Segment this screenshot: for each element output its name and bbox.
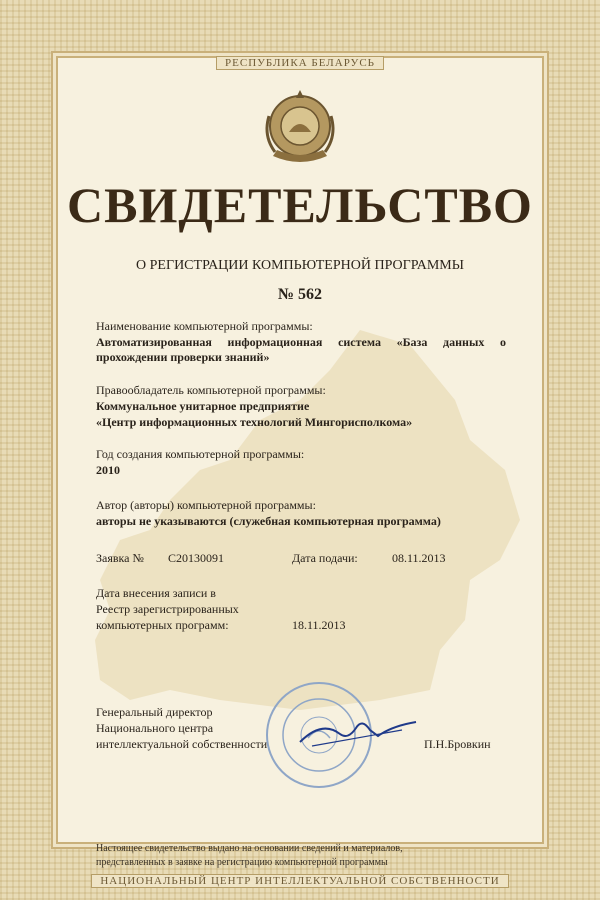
certificate-title: СВИДЕТЕЛЬСТВО: [67, 177, 533, 233]
certificate-number: № 562: [277, 286, 323, 303]
signatory-line3: интеллектуальной собственности: [96, 737, 268, 751]
coat-of-arms-icon: [259, 86, 341, 170]
application-value: C20130091: [168, 551, 225, 565]
issuer-band-text: НАЦИОНАЛЬНЫЙ ЦЕНТР ИНТЕЛЛЕКТУАЛЬНОЙ СОБСТВЕННОСТИ: [91, 874, 508, 888]
registry-line2: Реестр зарегистрированных: [96, 602, 239, 616]
application-date-value: 08.11.2013: [392, 551, 446, 565]
rightholder-label: Правообладатель компьютерной программы:: [96, 383, 326, 397]
signature-icon: [292, 700, 422, 760]
registry-line3: компьютерных программ:: [96, 618, 229, 632]
footer-line2: представленных в заявке на регистрацию компьютерной программы: [96, 857, 388, 868]
authors-value: авторы не указываются (служебная компьютерная программа): [96, 514, 441, 528]
registry-line1: Дата внесения записи в: [96, 586, 216, 600]
country-band-text: РЕСПУБЛИКА БЕЛАРУСЬ: [216, 56, 384, 70]
issuer-band: [0, 874, 600, 888]
rightholder-line1: Коммунальное унитарное предприятие: [96, 399, 310, 413]
footer-line1: Настоящее свидетельство выдано на основании сведений и материалов,: [96, 843, 403, 854]
registry-value: 18.11.2013: [292, 618, 346, 632]
application-date-label: Дата подачи:: [292, 551, 358, 565]
year-label: Год создания компьютерной программы:: [96, 447, 305, 461]
certificate-subtitle: О РЕГИСТРАЦИИ КОМПЬЮТЕРНОЙ ПРОГРАММЫ: [136, 258, 464, 273]
rightholder-line2: «Центр информационных технологий Мингорисполкома»: [96, 415, 413, 429]
authors-label: Автор (авторы) компьютерной программы:: [96, 498, 316, 512]
footer-note: [96, 842, 516, 870]
program-name-value: Автоматизированная информационная система «База данных о прохождении проверки знаний»: [96, 335, 506, 364]
program-name-label: Наименование компьютерной программы:: [96, 319, 313, 333]
signatory-name: П.Н.Бровкин: [424, 737, 491, 751]
year-value: 2010: [96, 463, 120, 477]
signatory-line2: Национального центра: [96, 721, 214, 735]
country-band: [0, 56, 600, 70]
application-label: Заявка №: [96, 551, 144, 565]
signatory-line1: Генеральный директор: [96, 705, 213, 719]
